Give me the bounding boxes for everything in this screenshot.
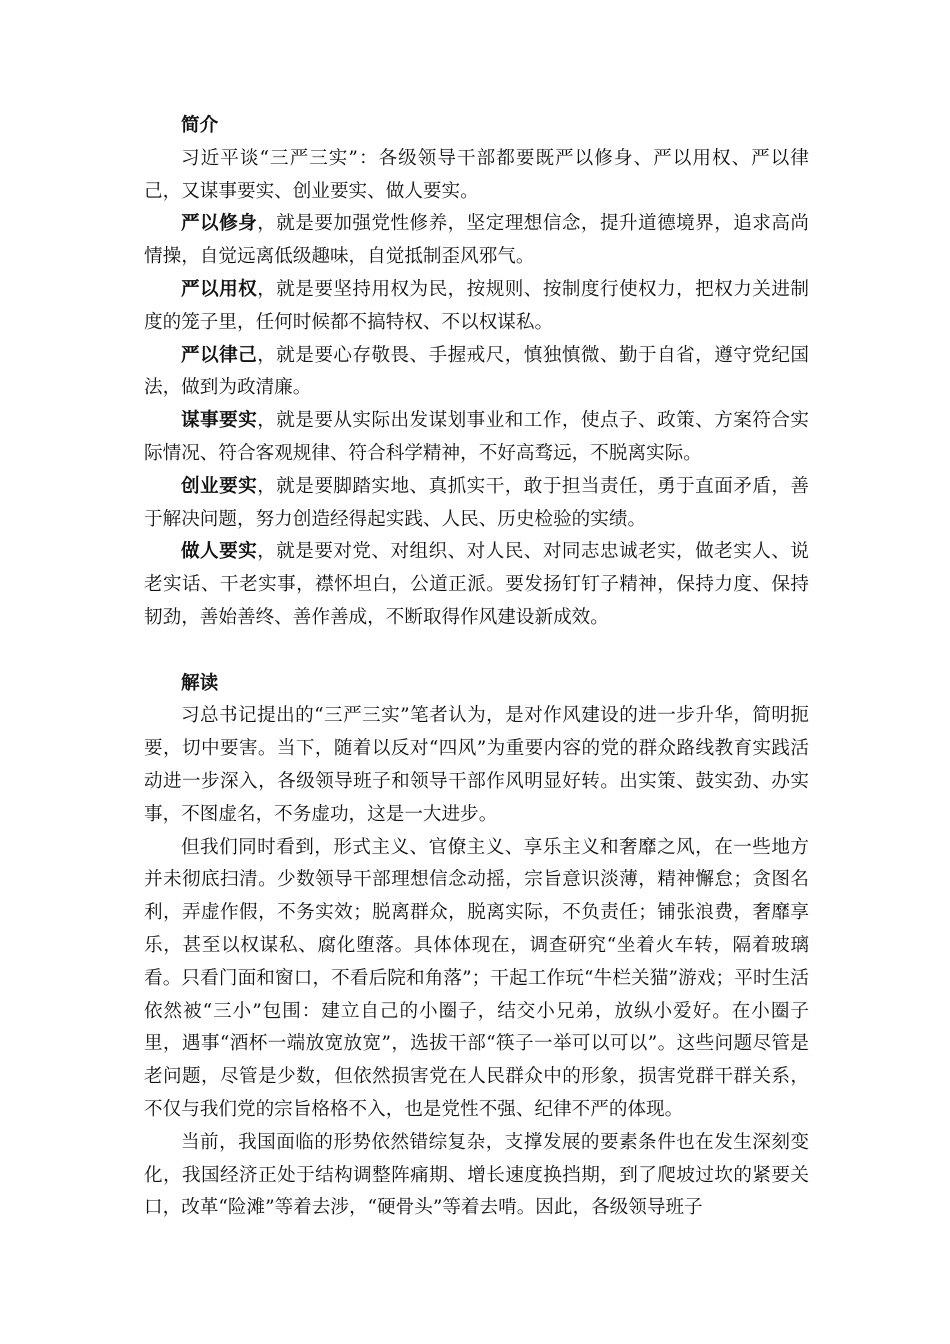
principle-text: ，就是要从实际出发谋划事业和工作，使点子、政策、方案符合实际情况、符合客观规律、符合科学精神，不好高骛远，不脱离实际。 (144, 410, 809, 464)
principle-paragraph (144, 536, 809, 634)
document-body (144, 110, 809, 1225)
principle-text: ，就是要加强党性修养，坚定理想信念，提升道德境界，追求高尚情操，自觉远离低级趣味，自觉抵制歪风邪气。 (144, 213, 809, 268)
principle-term: 创业要实 (181, 475, 258, 497)
section-spacer (144, 635, 809, 668)
principle-paragraph (144, 405, 809, 471)
principle-text: ，就是要心存敬畏、手握戒尺，慎独慎微、勤于自省，遵守党纪国法，做到为政清廉。 (144, 344, 809, 399)
principle-term: 做人要实 (181, 541, 258, 563)
intro-paragraph (144, 143, 809, 209)
principle-paragraph (144, 208, 809, 274)
principle-paragraph (144, 471, 809, 537)
analysis-heading: 解读 (181, 672, 219, 694)
intro-paragraph-text: 习近平谈“三严三实”：各级领导干部都要既严以修身、严以用权、严以律己，又谋事要实、创业要实、做人要实。 (144, 147, 809, 202)
analysis-paragraph: 习总书记提出的“三严三实”笔者认为，是对作风建设的进一步升华，简明扼要，切中要害。当下，随着以反对“四风”为重要内容的党的群众路线教育实践活动进一步深入，各级领导班子和领导干部作风明显好转。出实策、鼓实劲、办实事，不图虚名，不务虚功，这是一大进步。 (144, 705, 809, 825)
principle-paragraph (144, 274, 809, 340)
analysis-paragraph: 但我们同时看到，形式主义、官僚主义、享乐主义和奢靡之风，在一些地方并未彻底扫清。少数领导干部理想信念动摇，宗旨意识淡薄，精神懈怠；贪图名利，弄虚作假，不务实效；脱离群众，脱离实际，不负责任；铺张浪费，奢靡享乐，甚至以权谋私、腐化堕落。具体体现在，调查研究“坐着火车转，隔着玻璃看。只看门面和窗口，不看后院和角落”；干起工作玩“牛栏关猫”游戏；平时生活依然被“三小”包围：建立自己的小圈子，结交小兄弟，放纵小爱好。在小圈子里，遇事“酒杯一端放宽放宽”，选拔干部“筷子一举可以可以”。这些问题尽管是老问题，尽管是少数，但依然损害党在人民群众中的形象，损害党群干群关系，不仅与我们党的宗旨格格不入，也是党性不强、纪律不严的体现。 (144, 836, 809, 1120)
principle-text: ，就是要脚踏实地、真抓实干，敢于担当责任，勇于直面矛盾，善于解决问题，努力创造经得起实践、人民、历史检验的实绩。 (144, 475, 809, 530)
principle-term: 谋事要实 (181, 410, 258, 432)
analysis-paragraph: 当前，我国面临的形势依然错综复杂，支撑发展的要素条件也在发生深刻变化，我国经济正处于结构调整阵痛期、增长速度换挡期，到了爬坡过坎的紧要关口，改革“险滩”等着去涉，“硬骨头”等着去啃。因此，各级领导班子 (144, 1131, 809, 1219)
principle-text: ，就是要对党、对组织、对人民、对同志忠诚老实，做老实人、说老实话、干老实事，襟怀坦白，公道正派。要发扬钉钉子精神，保持力度、保持韧劲，善始善终、善作善成，不断取得作风建设新成效。 (144, 541, 809, 628)
principle-text: ，就是要坚持用权为民，按规则、按制度行使权力，把权力关进制度的笼子里，任何时候都不搞特权、不以权谋私。 (144, 278, 809, 333)
principle-paragraph (144, 340, 809, 406)
principle-term: 严以修身 (181, 213, 258, 235)
principle-term: 严以用权 (181, 278, 258, 300)
intro-heading: 简介 (181, 115, 219, 136)
principle-term: 严以律己 (181, 344, 258, 366)
